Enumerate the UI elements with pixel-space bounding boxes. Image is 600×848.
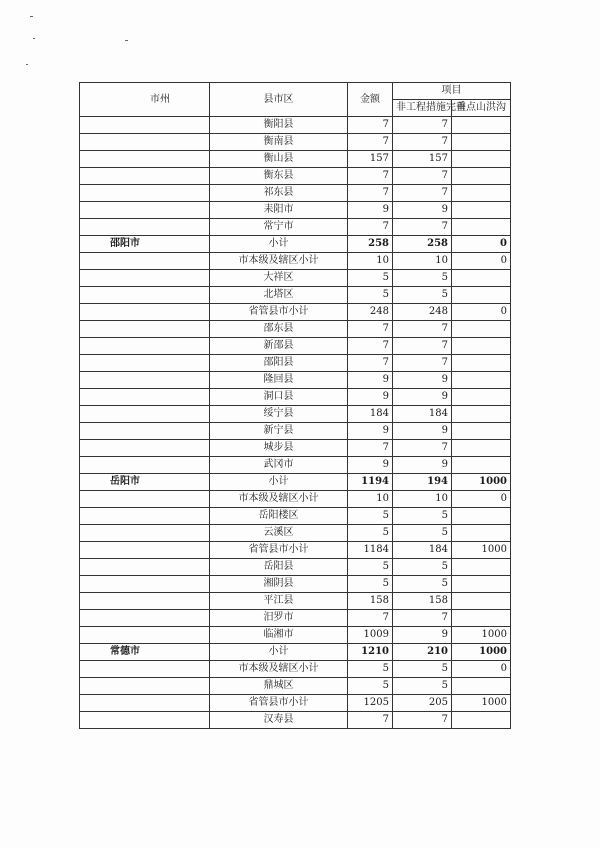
cell-city xyxy=(80,355,210,372)
cell-county: 岳阳县 xyxy=(210,559,348,576)
table-row xyxy=(80,423,511,440)
cell-city xyxy=(80,406,210,423)
cell-county: 云溪区 xyxy=(210,525,348,542)
table-row xyxy=(80,202,511,219)
cell-county: 邵阳县 xyxy=(210,355,348,372)
cell-flood-gully xyxy=(452,593,511,610)
cell-flood-gully: 1000 xyxy=(452,695,511,712)
table-row xyxy=(80,270,511,287)
cell-flood-gully xyxy=(452,423,511,440)
cell-city: 岳阳市 xyxy=(80,474,210,491)
cell-amount: 5 xyxy=(348,508,393,525)
cell-county: 小计 xyxy=(210,644,348,661)
cell-county: 小计 xyxy=(210,236,348,253)
cell-county: 市本级及辖区小计 xyxy=(210,253,348,270)
table-row xyxy=(80,525,511,542)
cell-non-engineering: 158 xyxy=(393,593,452,610)
cell-city xyxy=(80,202,210,219)
table-row xyxy=(80,593,511,610)
cell-non-engineering: 5 xyxy=(393,270,452,287)
cell-flood-gully xyxy=(452,168,511,185)
table-row xyxy=(80,559,511,576)
cell-county: 市本级及辖区小计 xyxy=(210,661,348,678)
table-row xyxy=(80,542,511,559)
table-row xyxy=(80,678,511,695)
cell-amount: 7 xyxy=(348,338,393,355)
cell-county: 耒阳市 xyxy=(210,202,348,219)
cell-amount: 9 xyxy=(348,389,393,406)
table-body xyxy=(80,117,511,729)
cell-flood-gully: 1000 xyxy=(452,542,511,559)
cell-flood-gully xyxy=(452,219,511,236)
cell-city xyxy=(80,304,210,321)
cell-amount: 7 xyxy=(348,440,393,457)
cell-non-engineering: 5 xyxy=(393,678,452,695)
table-row xyxy=(80,287,511,304)
table-row xyxy=(80,338,511,355)
cell-city xyxy=(80,559,210,576)
scan-speck xyxy=(125,40,128,41)
cell-city xyxy=(80,253,210,270)
cell-non-engineering: 10 xyxy=(393,491,452,508)
table-row xyxy=(80,576,511,593)
cell-flood-gully xyxy=(452,321,511,338)
cell-non-engineering: 205 xyxy=(393,695,452,712)
table-row xyxy=(80,474,511,491)
cell-flood-gully xyxy=(452,678,511,695)
cell-amount: 5 xyxy=(348,661,393,678)
cell-county: 鼎城区 xyxy=(210,678,348,695)
table-row xyxy=(80,134,511,151)
cell-non-engineering: 7 xyxy=(393,610,452,627)
cell-non-engineering: 157 xyxy=(393,151,452,168)
cell-county: 衡东县 xyxy=(210,168,348,185)
cell-county: 城步县 xyxy=(210,440,348,457)
cell-city xyxy=(80,712,210,729)
table-row xyxy=(80,440,511,457)
header-county: 县市区 xyxy=(210,83,348,117)
cell-county: 省管县市小计 xyxy=(210,304,348,321)
table-row xyxy=(80,661,511,678)
cell-amount: 9 xyxy=(348,457,393,474)
cell-city xyxy=(80,134,210,151)
cell-flood-gully: 0 xyxy=(452,253,511,270)
cell-county: 常宁市 xyxy=(210,219,348,236)
cell-flood-gully xyxy=(452,576,511,593)
table-row xyxy=(80,304,511,321)
cell-non-engineering: 184 xyxy=(393,406,452,423)
cell-city xyxy=(80,525,210,542)
cell-flood-gully: 0 xyxy=(452,491,511,508)
cell-non-engineering: 258 xyxy=(393,236,452,253)
cell-city xyxy=(80,151,210,168)
cell-flood-gully xyxy=(452,389,511,406)
cell-county: 隆回县 xyxy=(210,372,348,389)
cell-amount: 5 xyxy=(348,270,393,287)
cell-city xyxy=(80,508,210,525)
cell-flood-gully xyxy=(452,338,511,355)
table-row xyxy=(80,236,511,253)
cell-amount: 7 xyxy=(348,185,393,202)
cell-non-engineering: 184 xyxy=(393,542,452,559)
cell-city xyxy=(80,457,210,474)
cell-city xyxy=(80,423,210,440)
fund-allocation-table xyxy=(79,82,511,729)
cell-amount: 1205 xyxy=(348,695,393,712)
cell-non-engineering: 9 xyxy=(393,372,452,389)
table-row xyxy=(80,253,511,270)
cell-county: 邵东县 xyxy=(210,321,348,338)
cell-county: 平江县 xyxy=(210,593,348,610)
cell-city: 邵阳市 xyxy=(80,236,210,253)
cell-amount: 7 xyxy=(348,712,393,729)
table-row xyxy=(80,610,511,627)
cell-amount: 7 xyxy=(348,168,393,185)
cell-non-engineering: 9 xyxy=(393,389,452,406)
scan-speck xyxy=(30,16,33,17)
cell-non-engineering: 9 xyxy=(393,202,452,219)
cell-county: 小计 xyxy=(210,474,348,491)
cell-county: 汨罗市 xyxy=(210,610,348,627)
table-row xyxy=(80,457,511,474)
cell-amount: 5 xyxy=(348,559,393,576)
cell-amount: 1210 xyxy=(348,644,393,661)
cell-county: 大祥区 xyxy=(210,270,348,287)
cell-amount: 157 xyxy=(348,151,393,168)
cell-city xyxy=(80,661,210,678)
cell-non-engineering: 7 xyxy=(393,134,452,151)
cell-flood-gully xyxy=(452,559,511,576)
cell-non-engineering: 248 xyxy=(393,304,452,321)
cell-amount: 258 xyxy=(348,236,393,253)
cell-flood-gully: 0 xyxy=(452,236,511,253)
cell-county: 省管县市小计 xyxy=(210,542,348,559)
cell-county: 祁东县 xyxy=(210,185,348,202)
cell-non-engineering: 7 xyxy=(393,338,452,355)
cell-non-engineering: 5 xyxy=(393,508,452,525)
header-city: 市州 xyxy=(80,83,210,117)
cell-non-engineering: 5 xyxy=(393,576,452,593)
cell-city xyxy=(80,695,210,712)
cell-amount: 10 xyxy=(348,491,393,508)
cell-flood-gully xyxy=(452,151,511,168)
cell-amount: 5 xyxy=(348,525,393,542)
cell-amount: 248 xyxy=(348,304,393,321)
table-header xyxy=(80,83,511,117)
cell-non-engineering: 7 xyxy=(393,440,452,457)
table-row xyxy=(80,117,511,134)
cell-non-engineering: 5 xyxy=(393,559,452,576)
cell-amount: 10 xyxy=(348,253,393,270)
table-row xyxy=(80,389,511,406)
cell-non-engineering: 7 xyxy=(393,321,452,338)
cell-city xyxy=(80,610,210,627)
cell-non-engineering: 7 xyxy=(393,117,452,134)
cell-city xyxy=(80,185,210,202)
cell-flood-gully: 0 xyxy=(452,304,511,321)
cell-non-engineering: 7 xyxy=(393,712,452,729)
cell-flood-gully xyxy=(452,117,511,134)
cell-amount: 7 xyxy=(348,321,393,338)
header-row-top xyxy=(80,83,511,100)
cell-flood-gully xyxy=(452,185,511,202)
cell-flood-gully: 1000 xyxy=(452,627,511,644)
cell-amount: 9 xyxy=(348,423,393,440)
cell-flood-gully xyxy=(452,440,511,457)
cell-amount: 7 xyxy=(348,219,393,236)
cell-amount: 184 xyxy=(348,406,393,423)
table-row xyxy=(80,695,511,712)
table-row xyxy=(80,219,511,236)
cell-non-engineering: 10 xyxy=(393,253,452,270)
cell-non-engineering: 7 xyxy=(393,168,452,185)
cell-non-engineering: 5 xyxy=(393,287,452,304)
cell-city xyxy=(80,168,210,185)
cell-county: 省管县市小计 xyxy=(210,695,348,712)
cell-amount: 5 xyxy=(348,576,393,593)
cell-non-engineering: 7 xyxy=(393,185,452,202)
scan-speck xyxy=(33,38,35,39)
cell-county: 汉寿县 xyxy=(210,712,348,729)
cell-flood-gully xyxy=(452,712,511,729)
cell-county: 衡阳县 xyxy=(210,117,348,134)
cell-flood-gully xyxy=(452,525,511,542)
table-row xyxy=(80,355,511,372)
cell-county: 洞口县 xyxy=(210,389,348,406)
cell-county: 衡南县 xyxy=(210,134,348,151)
cell-city xyxy=(80,117,210,134)
table-row xyxy=(80,712,511,729)
header-project: 项目 xyxy=(393,83,511,100)
cell-non-engineering: 7 xyxy=(393,355,452,372)
cell-flood-gully xyxy=(452,134,511,151)
cell-city xyxy=(80,542,210,559)
header-amount: 金额 xyxy=(348,83,393,117)
cell-county: 武冈市 xyxy=(210,457,348,474)
cell-flood-gully: 1000 xyxy=(452,644,511,661)
table-row xyxy=(80,321,511,338)
cell-flood-gully xyxy=(452,372,511,389)
cell-non-engineering: 5 xyxy=(393,525,452,542)
cell-amount: 5 xyxy=(348,678,393,695)
cell-county: 衡山县 xyxy=(210,151,348,168)
cell-non-engineering: 9 xyxy=(393,627,452,644)
cell-amount: 1009 xyxy=(348,627,393,644)
cell-city xyxy=(80,678,210,695)
table-row xyxy=(80,644,511,661)
cell-flood-gully: 0 xyxy=(452,661,511,678)
cell-city xyxy=(80,389,210,406)
cell-county: 湘阴县 xyxy=(210,576,348,593)
cell-amount: 7 xyxy=(348,610,393,627)
cell-amount: 158 xyxy=(348,593,393,610)
cell-amount: 7 xyxy=(348,134,393,151)
cell-amount: 7 xyxy=(348,117,393,134)
table-row xyxy=(80,151,511,168)
cell-non-engineering: 7 xyxy=(393,219,452,236)
cell-amount: 5 xyxy=(348,287,393,304)
cell-non-engineering: 194 xyxy=(393,474,452,491)
cell-amount: 7 xyxy=(348,355,393,372)
table-row xyxy=(80,185,511,202)
cell-city xyxy=(80,287,210,304)
cell-non-engineering: 9 xyxy=(393,423,452,440)
cell-flood-gully xyxy=(452,287,511,304)
cell-amount: 1184 xyxy=(348,542,393,559)
table-row xyxy=(80,491,511,508)
table-row xyxy=(80,627,511,644)
cell-non-engineering: 210 xyxy=(393,644,452,661)
cell-flood-gully xyxy=(452,457,511,474)
cell-city xyxy=(80,440,210,457)
cell-flood-gully xyxy=(452,270,511,287)
cell-county: 新邵县 xyxy=(210,338,348,355)
cell-city xyxy=(80,338,210,355)
cell-county: 市本级及辖区小计 xyxy=(210,491,348,508)
cell-flood-gully xyxy=(452,202,511,219)
cell-county: 绥宁县 xyxy=(210,406,348,423)
cell-flood-gully xyxy=(452,355,511,372)
cell-flood-gully xyxy=(452,508,511,525)
cell-city xyxy=(80,372,210,389)
cell-amount: 9 xyxy=(348,372,393,389)
scan-speck xyxy=(26,64,28,65)
cell-county: 新宁县 xyxy=(210,423,348,440)
cell-flood-gully xyxy=(452,610,511,627)
cell-city xyxy=(80,270,210,287)
cell-city xyxy=(80,576,210,593)
table-row xyxy=(80,168,511,185)
header-non-engineering: 非工程措施完善 xyxy=(393,100,452,117)
table-row xyxy=(80,372,511,389)
cell-amount: 1194 xyxy=(348,474,393,491)
cell-amount: 9 xyxy=(348,202,393,219)
cell-flood-gully: 1000 xyxy=(452,474,511,491)
cell-city xyxy=(80,491,210,508)
cell-city: 常德市 xyxy=(80,644,210,661)
cell-county: 岳阳楼区 xyxy=(210,508,348,525)
cell-non-engineering: 5 xyxy=(393,661,452,678)
table-row xyxy=(80,508,511,525)
cell-flood-gully xyxy=(452,406,511,423)
cell-county: 北塔区 xyxy=(210,287,348,304)
cell-city xyxy=(80,321,210,338)
header-flood-gully: 重点山洪沟 xyxy=(452,100,511,117)
cell-non-engineering: 9 xyxy=(393,457,452,474)
cell-city xyxy=(80,627,210,644)
cell-city xyxy=(80,593,210,610)
table-row xyxy=(80,406,511,423)
cell-city xyxy=(80,219,210,236)
cell-county: 临湘市 xyxy=(210,627,348,644)
